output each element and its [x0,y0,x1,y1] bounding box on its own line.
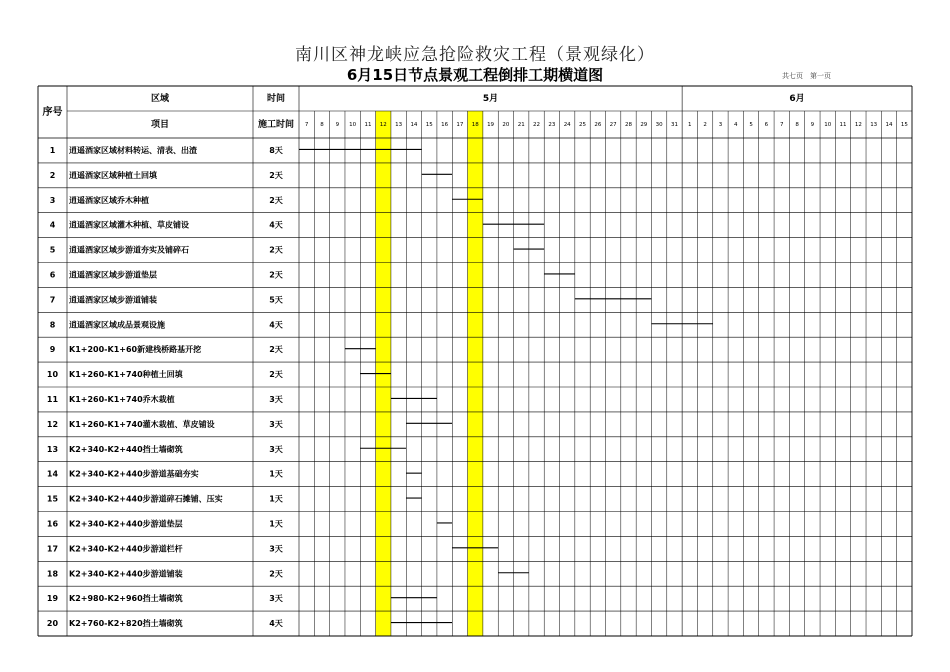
row-item: K1+260-K1+740灌木栽植、草皮铺设 [69,419,215,429]
day-label: 21 [517,122,525,128]
row-item: K2+340-K2+440步游道垫层 [69,519,183,529]
row-seq: 6 [49,270,56,280]
day-label: 6 [764,122,769,128]
row-seq: 14 [46,469,59,479]
day-label: 9 [335,122,340,128]
row-duration: 2天 [269,170,283,180]
day-label: 17 [456,122,464,128]
row-item: K1+260-K1+740乔木栽植 [69,394,175,404]
row-item: K1+260-K1+740种植土回填 [69,370,183,380]
day-label: 12 [379,122,387,128]
day-label: 5 [749,122,753,128]
page-number-note: 共七页 第一页 [782,72,831,80]
day-label: 20 [502,122,510,128]
day-label: 23 [548,122,556,128]
row-seq: 9 [49,345,56,355]
row-duration: 1天 [269,494,283,504]
day-label: 1 [688,122,692,128]
header-duration: 施工时间 [257,120,295,130]
day-label: 30 [655,122,663,128]
header-month-may: 5月 [482,94,499,104]
row-duration: 4天 [269,619,283,629]
row-duration: 2天 [269,345,283,355]
row-seq: 1 [49,145,56,155]
row-duration: 8天 [269,145,283,155]
row-seq: 2 [49,170,56,180]
day-label: 16 [441,122,449,128]
row-duration: 3天 [269,394,283,404]
row-duration: 3天 [269,594,283,604]
row-seq: 10 [46,370,59,380]
day-label: 10 [824,122,832,128]
row-seq: 12 [46,419,59,429]
day-label: 24 [563,122,571,128]
row-item: 逍遥酒家区域步游道垫层 [69,270,157,280]
day-label: 19 [487,122,495,128]
row-duration: 3天 [269,544,283,554]
header-month-june: 6月 [789,94,805,104]
row-seq: 7 [49,295,56,305]
row-seq: 18 [46,569,59,579]
day-label: 7 [779,122,784,128]
row-item: 逍遥酒家区域步游道铺装 [69,295,157,305]
day-label: 4 [734,122,738,128]
row-seq: 19 [46,594,59,604]
row-duration: 2天 [269,569,283,579]
day-label: 14 [410,122,418,128]
row-duration: 4天 [269,320,283,330]
page-subtitle: 6月15日节点景观工程倒排工期横道图 [346,66,604,84]
header-area: 区域 [150,94,170,104]
row-duration: 5天 [269,295,283,305]
row-duration: 2天 [269,195,283,205]
row-item: 逍遥酒家区域灌木种植、草皮铺设 [69,220,189,230]
header-item: 项目 [150,120,170,130]
row-item: K1+200-K1+60新建栈桥路基开挖 [69,345,202,355]
day-label: 12 [854,122,862,128]
row-seq: 5 [49,245,56,255]
day-label: 11 [839,122,847,128]
day-label: 25 [579,122,587,128]
row-seq: 20 [46,619,59,629]
row-item: 逍遥酒家区域种植土回填 [69,170,157,180]
row-seq: 8 [49,320,56,330]
row-item: 逍遥酒家区域乔木种植 [69,195,149,205]
row-duration: 2天 [269,245,283,255]
row-duration: 3天 [269,419,283,429]
day-label: 15 [900,122,908,128]
day-label: 8 [795,122,799,128]
highlight-column-18 [468,111,483,636]
page-title: 南川区神龙峡应急抢险救灾工程（景观绿化） [295,45,655,65]
row-duration: 4天 [269,220,283,230]
day-label: 14 [885,122,893,128]
row-item: K2+340-K2+440步游道碎石摊铺、压实 [69,494,223,504]
row-duration: 1天 [269,519,283,529]
row-seq: 4 [49,220,56,230]
row-seq: 16 [46,519,59,529]
row-seq: 15 [46,494,59,504]
day-label: 18 [471,122,479,128]
row-duration: 2天 [269,370,283,380]
row-item: 逍遥酒家区域成品景观设施 [69,320,165,330]
day-label: 10 [349,122,357,128]
day-label: 11 [364,122,372,128]
row-seq: 17 [46,544,59,554]
row-item: 逍遥酒家区域步游道夯实及铺碎石 [69,245,189,255]
row-duration: 2天 [269,270,283,280]
row-item: K2+340-K2+440步游道铺装 [69,569,183,579]
day-label: 13 [870,122,878,128]
day-label: 13 [395,122,403,128]
row-duration: 1天 [269,469,283,479]
row-item: K2+980-K2+960挡土墙砌筑 [69,594,183,604]
day-label: 8 [320,122,324,128]
day-label: 2 [703,122,707,128]
header-time: 时间 [266,94,286,104]
row-duration: 3天 [269,444,283,454]
row-seq: 3 [49,195,56,205]
row-item: K2+760-K2+820挡土墙砌筑 [69,619,183,629]
header-seq: 序号 [42,107,63,118]
day-label: 3 [718,122,723,128]
row-seq: 13 [46,444,59,454]
row-item: K2+340-K2+440步游道基础夯实 [69,469,199,479]
day-label: 7 [304,122,309,128]
day-label: 15 [425,122,433,128]
day-label: 9 [810,122,815,128]
row-item: K2+340-K2+440挡土墙砌筑 [69,444,183,454]
row-seq: 11 [46,394,59,404]
day-label: 27 [609,122,617,128]
day-label: 31 [670,122,678,128]
day-label: 22 [533,122,541,128]
day-label: 26 [594,122,602,128]
row-item: K2+340-K2+440步游道栏杆 [69,544,183,554]
day-label: 29 [640,122,648,128]
row-item: 逍遥酒家区域材料转运、清表、出渣 [69,145,197,155]
day-label: 28 [624,122,632,128]
